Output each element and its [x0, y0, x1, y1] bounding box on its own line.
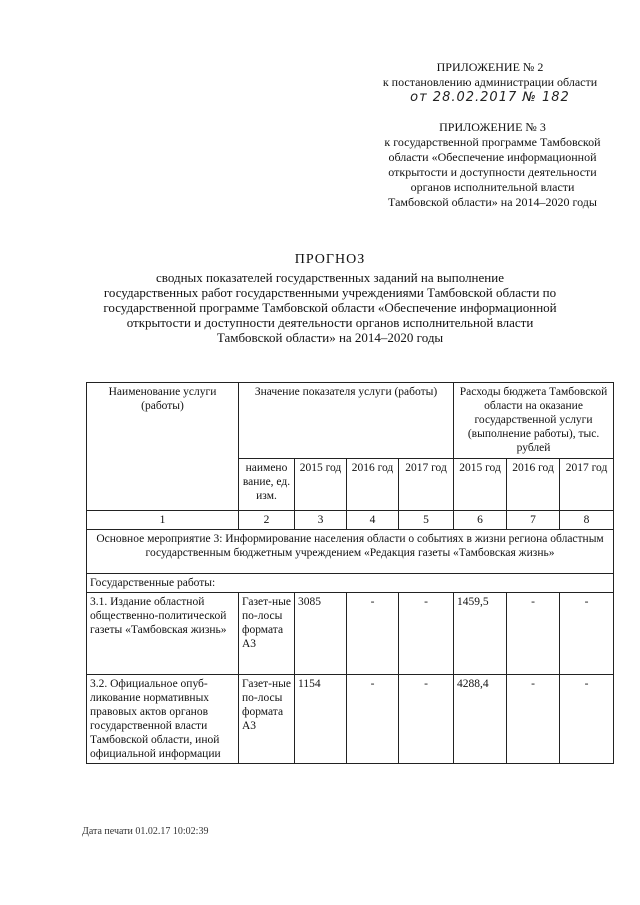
row-unit: Газет-ные по-лосы формата А3: [239, 675, 295, 764]
row-value-2017: -: [399, 675, 454, 764]
row-budget-2017: -: [560, 593, 614, 675]
appendix-2-title: ПРИЛОЖЕНИЕ № 2: [436, 60, 544, 74]
document-title: [70, 252, 590, 345]
header-year-2016: 2016 год: [347, 459, 399, 511]
header-unit: наимено вание, ед. изм.: [239, 459, 295, 511]
appendix-3-header: [365, 120, 620, 210]
appendix-3-line: к государственной программе Тамбовской: [384, 135, 601, 149]
document-title-line: Тамбовской области» на 2014–2020 годы: [216, 330, 444, 345]
header-budget-expenses: Расходы бюджета Тамбовской области на оказание государственной услуги (выполнение работы), тыс. рублей: [454, 383, 614, 459]
row-value-2015: 3085: [295, 593, 347, 675]
row-value-2016: -: [347, 593, 399, 675]
column-number: 2: [239, 511, 295, 530]
header-year-2015: 2015 год: [295, 459, 347, 511]
header-year-2017: 2017 год: [399, 459, 454, 511]
appendix-3-title: ПРИЛОЖЕНИЕ № 3: [439, 120, 546, 134]
appendix-2-header: [370, 60, 610, 105]
document-title-line: государственной программе Тамбовской области «Обеспечение информационной: [103, 300, 557, 315]
column-number: 6: [454, 511, 507, 530]
row-unit: Газет-ные по-лосы формата А3: [239, 593, 295, 675]
row-service-name: 3.1. Издание областной общественно-политической газеты «Тамбовская жизнь»: [87, 593, 239, 675]
header-budget-year-2017: 2017 год: [560, 459, 614, 511]
row-service-name: 3.2. Официальное опуб-ликование нормативных правовых актов органов государственной власти Тамбовской области, иной официальной информации: [87, 675, 239, 764]
column-number: 3: [295, 511, 347, 530]
print-date: Дата печати 01.02.17 10:02:39: [82, 826, 209, 837]
row-budget-2017: -: [560, 675, 614, 764]
appendix-3-line: области «Обеспечение информационной: [388, 150, 597, 164]
table-row: [87, 593, 614, 675]
appendix-2-handwritten-date: от 28.02.2017 № 182: [410, 90, 570, 105]
column-number: 4: [347, 511, 399, 530]
column-number: 5: [399, 511, 454, 530]
row-budget-2015: 4288,4: [454, 675, 507, 764]
row-budget-2016: -: [507, 675, 560, 764]
row-value-2017: -: [399, 593, 454, 675]
row-budget-2015: 1459,5: [454, 593, 507, 675]
appendix-3-line: органов исполнительной власти: [410, 180, 575, 194]
works-label-row: [87, 574, 614, 593]
appendix-3-line: открытости и доступности деятельности: [388, 165, 597, 179]
main-measure-row: [87, 530, 614, 574]
document-title-line: открытости и доступности деятельности органов исполнительной власти: [126, 315, 534, 330]
header-budget-year-2015: 2015 год: [454, 459, 507, 511]
main-measure-text: Основное мероприятие 3: Информирование населения области о событиях в жизни региона областным государственным бюджетным учреждением «Редакция газеты «Тамбовская жизнь»: [87, 530, 614, 574]
document-title-line: сводных показателей государственных заданий на выполнение: [156, 270, 504, 285]
header-indicator-value: Значение показателя услуги (работы): [239, 383, 454, 459]
column-number: 7: [507, 511, 560, 530]
works-label: Государственные работы:: [87, 574, 614, 593]
row-value-2016: -: [347, 675, 399, 764]
row-budget-2016: -: [507, 593, 560, 675]
appendix-2-reference: к постановлению администрации области: [382, 75, 598, 89]
header-budget-year-2016: 2016 год: [507, 459, 560, 511]
column-number: 8: [560, 511, 614, 530]
header-service-name: Наименование услуги (работы): [87, 383, 239, 511]
appendix-3-line: Тамбовской области» на 2014–2020 годы: [388, 195, 597, 209]
column-number: 1: [87, 511, 239, 530]
table-row: [87, 675, 614, 764]
row-value-2015: 1154: [295, 675, 347, 764]
document-title-line: государственных работ государственными учреждениями Тамбовской области по: [103, 285, 557, 300]
forecast-table: [86, 382, 614, 764]
table-header-row: [87, 383, 614, 459]
column-number-row: [87, 511, 614, 530]
document-title-main: ПРОГНОЗ: [294, 252, 366, 267]
